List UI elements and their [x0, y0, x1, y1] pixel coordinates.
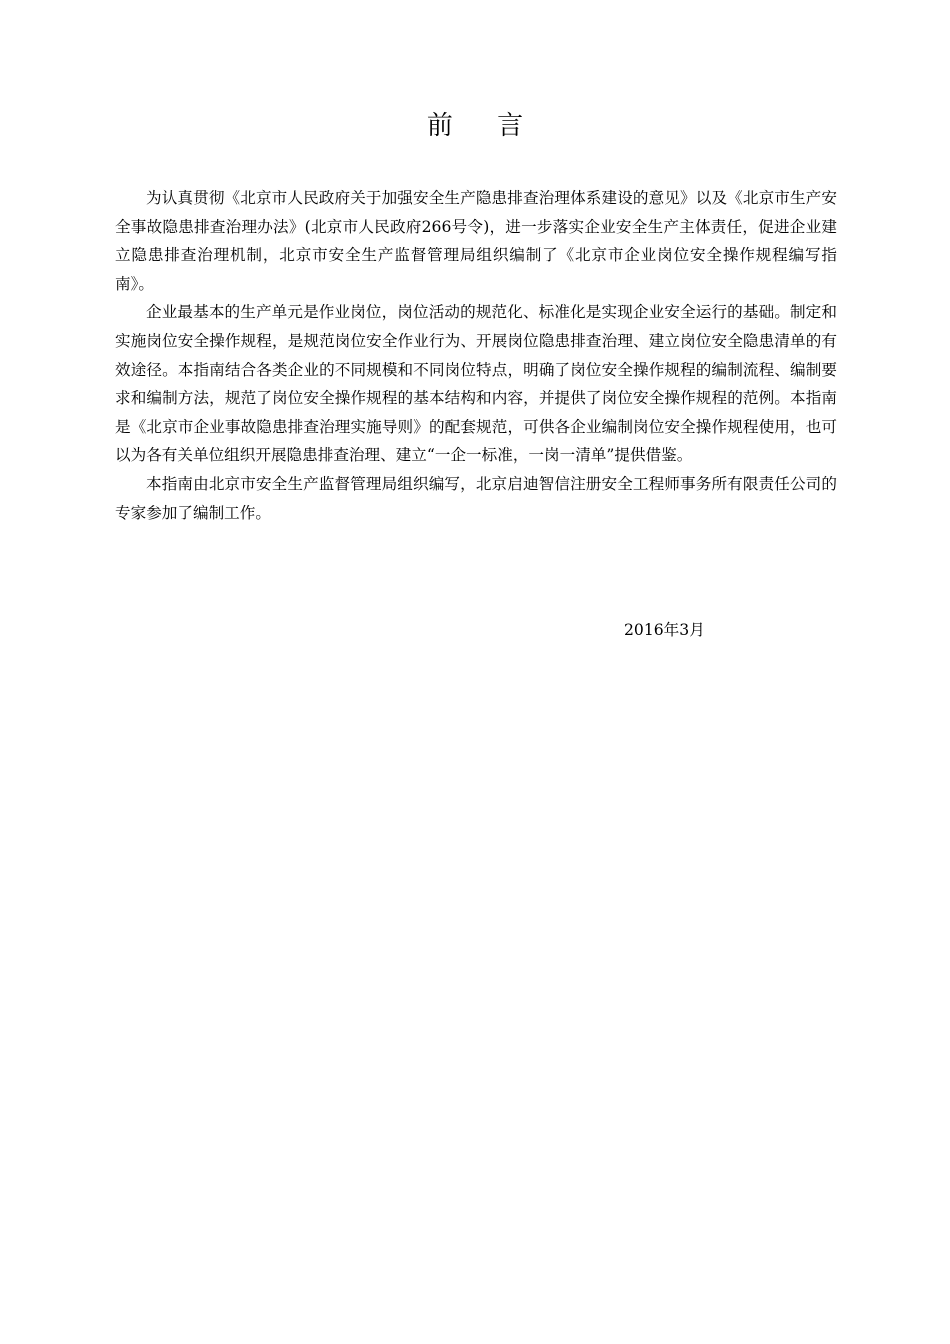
- date-line: 2016年3月: [624, 621, 705, 639]
- page-title: 前 言: [426, 111, 542, 141]
- paragraph-3: 本指南由北京市安全生产监督管理局组织编写，北京启迪智信注册安全工程师事务所有限责任公司的专家参加了编制工作。: [115, 474, 837, 522]
- paragraph-2: 企业最基本的生产单元是作业岗位，岗位活动的规范化、标准化是实现企业安全运行的基础。制定和实施岗位安全操作规程，是规范岗位安全作业行为、开展岗位隐患排查治理、建立岗位安全隐患清单的有效途径。本指南结合各类企业的不同规模和不同岗位特点，明确了岗位安全操作规程的编制流程、编制要求和编制方法，规范了岗位安全操作规程的基本结构和内容，并提供了岗位安全操作规程的范例。本指南是《北京市企业事故隐患排查治理实施导则》的配套规范，可供各企业编制岗位安全操作规程使用，也可以为各有关单位组织开展隐患排查治理、建立“一企一标准，一岗一清单”提供借鉴。: [115, 303, 837, 465]
- preface-body: [115, 184, 837, 527]
- paragraph-1: 为认真贯彻《北京市人民政府关于加强安全生产隐患排查治理体系建设的意见》以及《北京市生产安全事故隐患排查治理办法》(北京市人民政府266号令)，进一步落实企业安全生产主体责任，促进企业建立隐患排查治理机制，北京市安全生产监督管理局组织编制了《北京市企业岗位安全操作规程编写指南》。: [115, 189, 837, 293]
